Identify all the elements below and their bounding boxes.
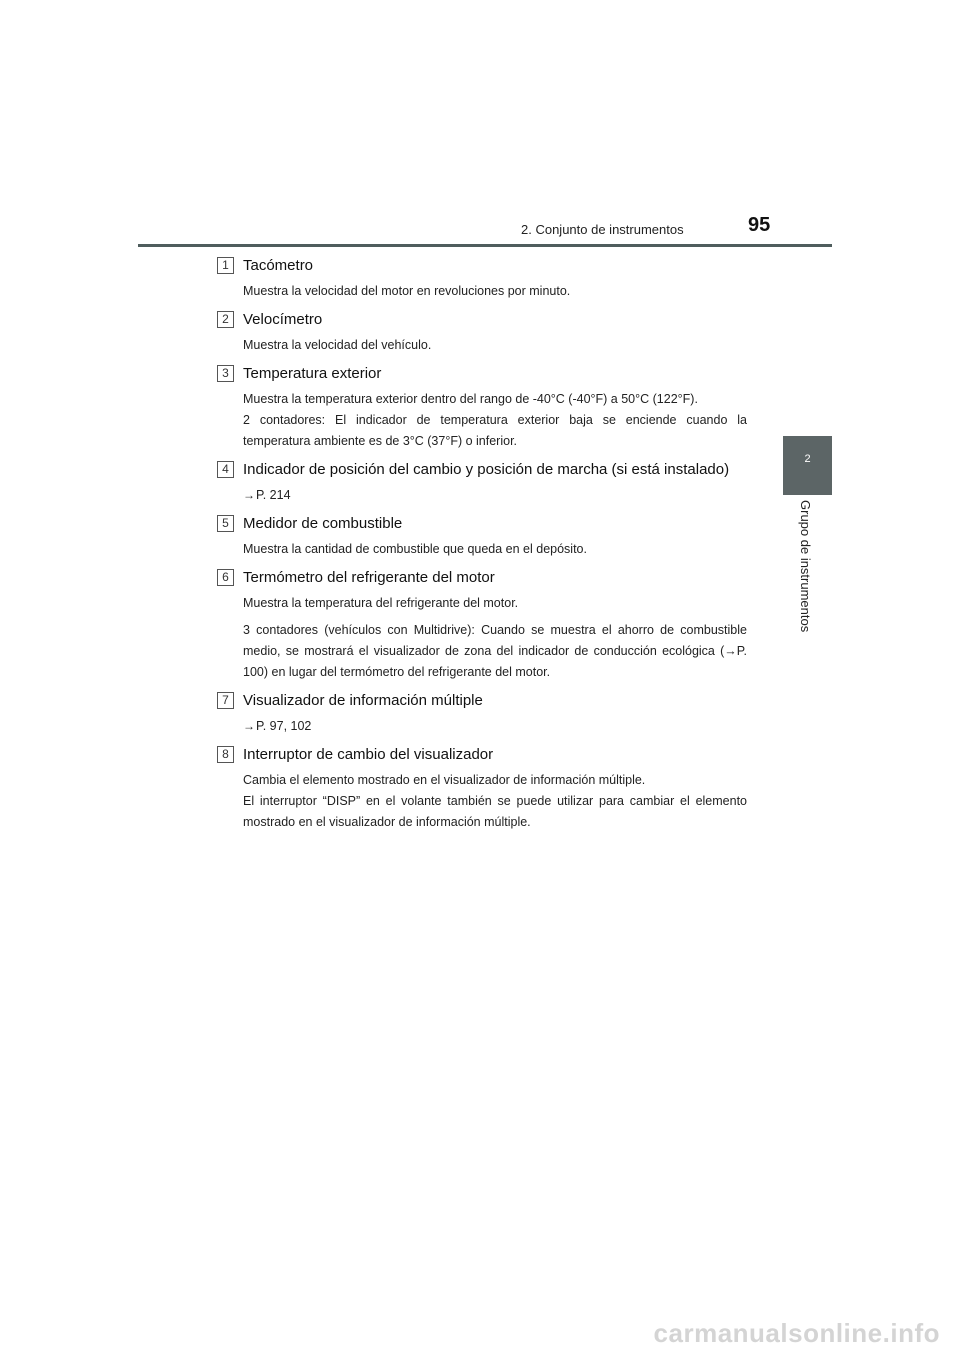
item-number-badge: 1: [217, 257, 234, 274]
item-text: Muestra la cantidad de combustible que queda en el depósito.: [243, 542, 587, 556]
item-text: Cambia el elemento mostrado en el visualizador de información múltiple.: [243, 773, 646, 787]
list-item: [217, 362, 747, 452]
header-rule: [138, 244, 832, 247]
item-title: Interruptor de cambio del visualizador: [243, 745, 494, 763]
watermark: carmanualsonline.info: [653, 1318, 940, 1348]
list-item: [217, 689, 747, 737]
list-item: [217, 308, 747, 356]
chapter-number: 2: [804, 453, 811, 465]
item-text: 2 contadores: El indicador de temperatura exterior baja se enciende cuando la temperatura ambiente es de 3°C (37°F) o inferior.: [243, 413, 747, 448]
list-item: [217, 743, 747, 833]
arrow-right-icon: →: [243, 719, 255, 733]
item-text: Muestra la velocidad del vehículo.: [243, 338, 432, 352]
item-text: Muestra la temperatura exterior dentro del rango de -40°C (-40°F) a 50°C (122°F).: [243, 392, 698, 406]
item-title: Temperatura exterior: [243, 364, 382, 382]
item-title: Velocímetro: [243, 310, 323, 328]
item-number-badge: 2: [217, 311, 234, 328]
arrow-right-icon: →: [243, 488, 255, 502]
item-number-badge: 6: [217, 569, 234, 586]
list-item: [217, 458, 747, 506]
page-number: 95: [748, 214, 771, 236]
item-number-badge: 5: [217, 515, 234, 532]
page-reference-link[interactable]: →P. 97, 102: [243, 719, 312, 733]
section-title: 2. Conjunto de instrumentos: [521, 222, 684, 237]
item-list: [217, 254, 747, 839]
item-number-badge: 3: [217, 365, 234, 382]
item-number-badge: 7: [217, 692, 234, 709]
item-title: Tacómetro: [243, 256, 314, 274]
item-title: Visualizador de información múltiple: [243, 691, 483, 709]
item-number-badge: 8: [217, 746, 234, 763]
chapter-label: Grupo de instrumentos: [798, 500, 813, 633]
item-title: Medidor de combustible: [243, 514, 403, 532]
list-item: [217, 254, 747, 302]
item-text: Muestra la velocidad del motor en revoluciones por minuto.: [243, 284, 571, 298]
item-text: Muestra la temperatura del refrigerante del motor.: [243, 596, 519, 610]
page-reference-link[interactable]: →P. 214: [243, 488, 291, 502]
item-text: El interruptor “DISP” en el volante también se puede utilizar para cambiar el elemento mostrado en el visualizador de información múltiple.: [243, 794, 747, 829]
item-number-badge: 4: [217, 461, 234, 478]
item-text: 3 contadores (vehículos con Multidrive): Cuando se muestra el ahorro de combustible medio, se mostrará el visualizador de zona del indicador de conducción ecológica (→P. 100) en lugar del termómetro del refrigerante del motor.: [243, 623, 747, 679]
item-title: Termómetro del refrigerante del motor: [243, 568, 495, 586]
list-item: [217, 512, 747, 560]
item-title: Indicador de posición del cambio y posición de marcha (si está instalado): [243, 460, 730, 478]
list-item: [217, 566, 747, 683]
chapter-tab: [783, 436, 832, 495]
